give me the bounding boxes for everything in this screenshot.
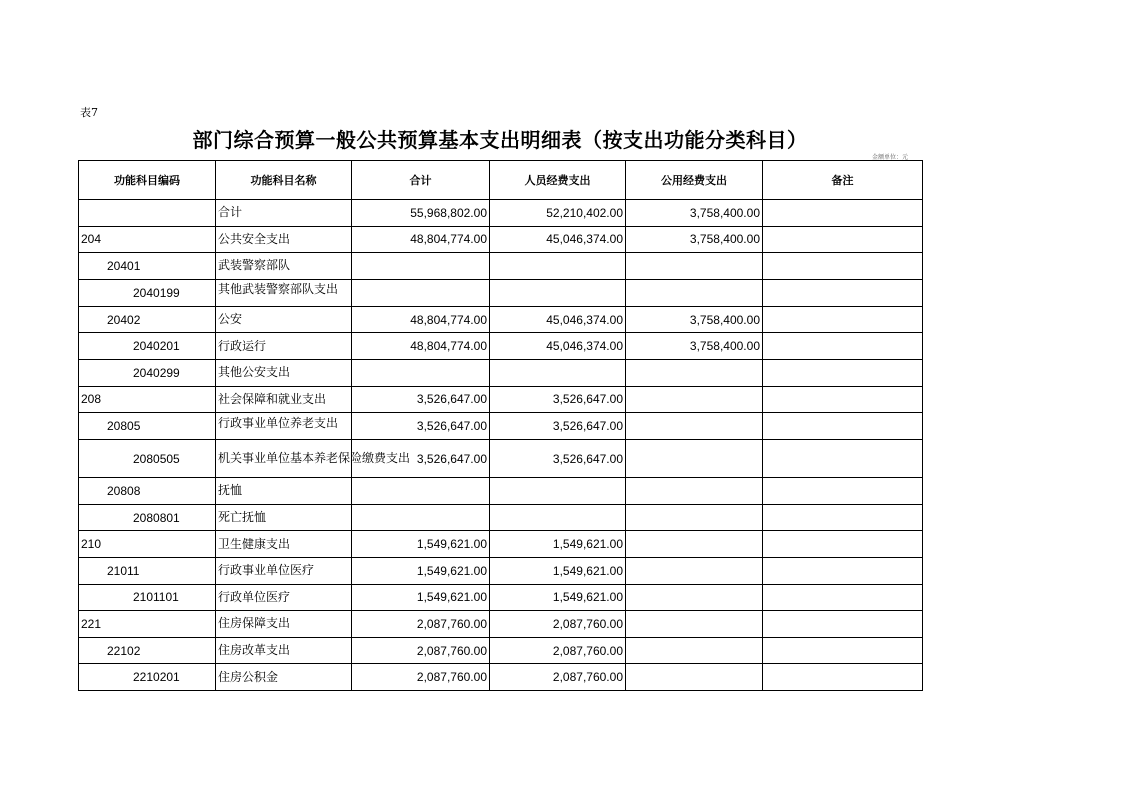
cell-total: 1,549,621.00 <box>352 531 490 558</box>
cell-code: 2080505 <box>79 440 216 478</box>
cell-code: 2101101 <box>79 584 216 611</box>
table-row <box>79 279 923 306</box>
table-row <box>79 637 923 664</box>
cell-personnel <box>490 253 626 280</box>
cell-public <box>626 478 763 505</box>
cell-name: 武装警察部队 <box>216 253 352 280</box>
cell-code: 20805 <box>79 413 216 440</box>
cell-personnel: 45,046,374.00 <box>490 333 626 360</box>
cell-code: 22102 <box>79 637 216 664</box>
table-row <box>79 611 923 638</box>
cell-total: 3,526,647.00 <box>352 413 490 440</box>
cell-remarks <box>763 478 923 505</box>
cell-public <box>626 664 763 691</box>
cell-name: 住房公积金 <box>216 664 352 691</box>
header-total: 合计 <box>352 161 490 200</box>
cell-name: 住房保障支出 <box>216 611 352 638</box>
cell-name: 抚恤 <box>216 478 352 505</box>
table-row <box>79 440 923 478</box>
table-row <box>79 664 923 691</box>
cell-name: 其他公安支出 <box>216 359 352 386</box>
cell-remarks <box>763 333 923 360</box>
cell-total: 2,087,760.00 <box>352 664 490 691</box>
cell-remarks <box>763 611 923 638</box>
cell-code: 20808 <box>79 478 216 505</box>
cell-personnel: 2,087,760.00 <box>490 664 626 691</box>
cell-name: 公安 <box>216 306 352 333</box>
cell-personnel: 3,526,647.00 <box>490 440 626 478</box>
cell-name: 机关事业单位基本养老保险缴费支出 <box>216 440 352 478</box>
table-row <box>79 200 923 227</box>
cell-public <box>626 440 763 478</box>
cell-remarks <box>763 279 923 306</box>
cell-total: 55,968,802.00 <box>352 200 490 227</box>
budget-table <box>78 160 923 691</box>
cell-total: 48,804,774.00 <box>352 226 490 253</box>
cell-personnel <box>490 478 626 505</box>
cell-total <box>352 279 490 306</box>
table-row <box>79 413 923 440</box>
header-remarks: 备注 <box>763 161 923 200</box>
cell-name: 行政运行 <box>216 333 352 360</box>
cell-total: 48,804,774.00 <box>352 333 490 360</box>
cell-public <box>626 253 763 280</box>
cell-personnel: 2,087,760.00 <box>490 637 626 664</box>
cell-personnel: 3,526,647.00 <box>490 413 626 440</box>
cell-code: 2210201 <box>79 664 216 691</box>
header-code: 功能科目编码 <box>79 161 216 200</box>
cell-public <box>626 611 763 638</box>
cell-personnel <box>490 279 626 306</box>
cell-code: 21011 <box>79 557 216 584</box>
cell-public: 3,758,400.00 <box>626 226 763 253</box>
cell-public <box>626 504 763 531</box>
table-row <box>79 386 923 413</box>
cell-total <box>352 359 490 386</box>
cell-personnel: 45,046,374.00 <box>490 226 626 253</box>
table-row <box>79 306 923 333</box>
cell-code <box>79 200 216 227</box>
cell-code: 204 <box>79 226 216 253</box>
cell-total: 2,087,760.00 <box>352 637 490 664</box>
cell-code: 2080801 <box>79 504 216 531</box>
table-row <box>79 504 923 531</box>
table-header-row <box>79 161 923 200</box>
table-row <box>79 359 923 386</box>
cell-public: 3,758,400.00 <box>626 333 763 360</box>
document-title: 部门综合预算一般公共预算基本支出明细表（按支出功能分类科目） <box>192 128 808 152</box>
header-personnel: 人员经费支出 <box>490 161 626 200</box>
cell-personnel: 2,087,760.00 <box>490 611 626 638</box>
table-row <box>79 531 923 558</box>
cell-personnel: 52,210,402.00 <box>490 200 626 227</box>
header-public: 公用经费支出 <box>626 161 763 200</box>
cell-code: 221 <box>79 611 216 638</box>
cell-total <box>352 478 490 505</box>
cell-name: 行政单位医疗 <box>216 584 352 611</box>
cell-public <box>626 531 763 558</box>
cell-code: 208 <box>79 386 216 413</box>
cell-total: 3,526,647.00 <box>352 386 490 413</box>
cell-personnel: 1,549,621.00 <box>490 531 626 558</box>
cell-name-text: 行政事业单位养老支出 <box>218 415 339 430</box>
cell-public <box>626 557 763 584</box>
cell-remarks <box>763 413 923 440</box>
cell-public <box>626 584 763 611</box>
cell-remarks <box>763 504 923 531</box>
cell-name: 卫生健康支出 <box>216 531 352 558</box>
cell-remarks <box>763 531 923 558</box>
table-row <box>79 584 923 611</box>
cell-name: 公共安全支出 <box>216 226 352 253</box>
cell-name: 社会保障和就业支出 <box>216 386 352 413</box>
cell-name: 死亡抚恤 <box>216 504 352 531</box>
cell-remarks <box>763 440 923 478</box>
cell-personnel <box>490 359 626 386</box>
cell-remarks <box>763 200 923 227</box>
table-row <box>79 333 923 360</box>
cell-code: 2040201 <box>79 333 216 360</box>
cell-code: 2040199 <box>79 279 216 306</box>
cell-remarks <box>763 386 923 413</box>
cell-remarks <box>763 637 923 664</box>
cell-public <box>626 359 763 386</box>
cell-personnel: 3,526,647.00 <box>490 386 626 413</box>
cell-remarks <box>763 557 923 584</box>
cell-name: 行政事业单位医疗 <box>216 557 352 584</box>
cell-name: 合计 <box>216 200 352 227</box>
cell-remarks <box>763 226 923 253</box>
cell-personnel: 1,549,621.00 <box>490 557 626 584</box>
cell-remarks <box>763 584 923 611</box>
header-name: 功能科目名称 <box>216 161 352 200</box>
cell-personnel: 45,046,374.00 <box>490 306 626 333</box>
cell-code: 2040299 <box>79 359 216 386</box>
cell-personnel: 1,549,621.00 <box>490 584 626 611</box>
cell-remarks <box>763 359 923 386</box>
cell-public <box>626 279 763 306</box>
cell-name-text: 其他武装警察部队支出 <box>218 282 339 297</box>
cell-code: 20402 <box>79 306 216 333</box>
unit-note: 金额单位：元 <box>872 154 909 161</box>
cell-name: 住房改革支出 <box>216 637 352 664</box>
cell-code: 210 <box>79 531 216 558</box>
table-row <box>79 478 923 505</box>
cell-public <box>626 386 763 413</box>
table-row <box>79 557 923 584</box>
table-number: 表7 <box>80 106 98 119</box>
cell-name <box>216 413 352 440</box>
cell-code: 20401 <box>79 253 216 280</box>
cell-public <box>626 413 763 440</box>
cell-personnel <box>490 504 626 531</box>
table-row <box>79 226 923 253</box>
cell-public: 3,758,400.00 <box>626 200 763 227</box>
cell-remarks <box>763 306 923 333</box>
cell-public <box>626 637 763 664</box>
cell-total <box>352 504 490 531</box>
cell-total: 48,804,774.00 <box>352 306 490 333</box>
cell-total: 1,549,621.00 <box>352 584 490 611</box>
cell-total: 2,087,760.00 <box>352 611 490 638</box>
cell-remarks <box>763 664 923 691</box>
cell-total <box>352 253 490 280</box>
table-row <box>79 253 923 280</box>
cell-name <box>216 279 352 306</box>
cell-total: 1,549,621.00 <box>352 557 490 584</box>
cell-public: 3,758,400.00 <box>626 306 763 333</box>
cell-remarks <box>763 253 923 280</box>
cell-total: 3,526,647.00 <box>352 440 490 478</box>
